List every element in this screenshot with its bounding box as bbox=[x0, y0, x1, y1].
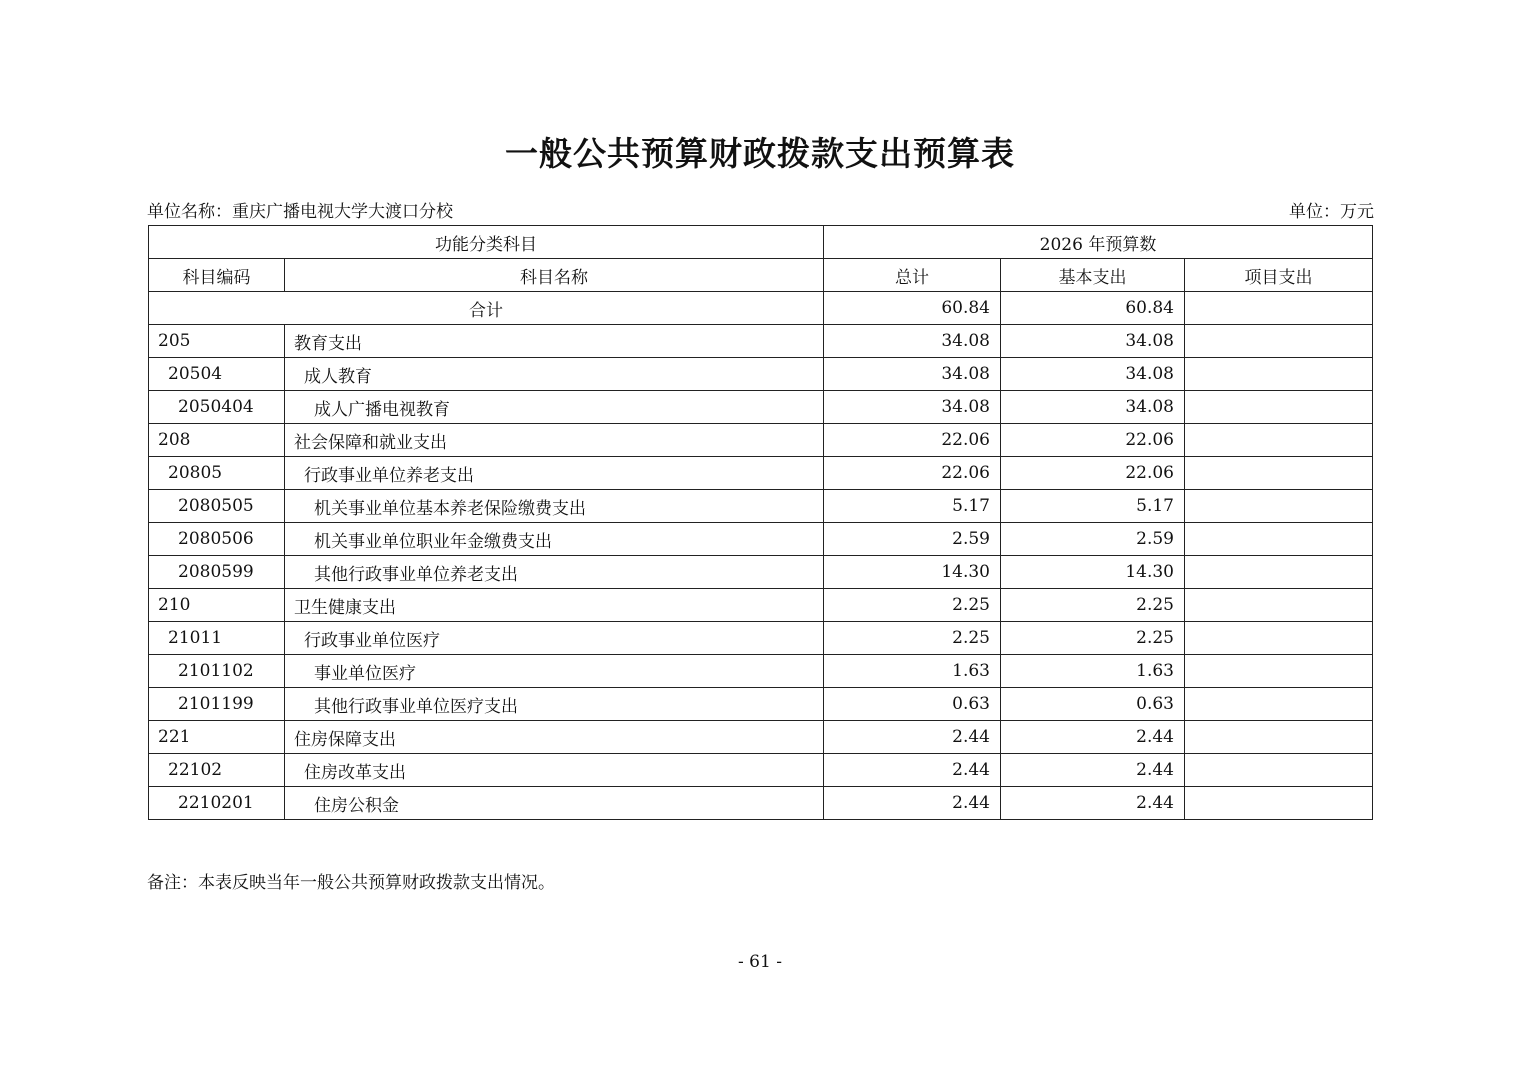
row-code: 22102 bbox=[149, 754, 285, 787]
table-row bbox=[149, 490, 1373, 523]
row-basic: 14.30 bbox=[1001, 556, 1185, 589]
total-label: 合计 bbox=[149, 292, 824, 325]
row-project bbox=[1185, 655, 1373, 688]
table-row bbox=[149, 358, 1373, 391]
row-total: 22.06 bbox=[824, 457, 1001, 490]
row-project bbox=[1185, 622, 1373, 655]
row-project bbox=[1185, 457, 1373, 490]
table-row bbox=[149, 787, 1373, 820]
column-header-total: 总计 bbox=[824, 259, 1001, 292]
row-basic: 22.06 bbox=[1001, 424, 1185, 457]
table-body bbox=[149, 226, 1373, 820]
row-basic: 2.59 bbox=[1001, 523, 1185, 556]
row-basic: 5.17 bbox=[1001, 490, 1185, 523]
row-basic: 22.06 bbox=[1001, 457, 1185, 490]
page-number: - 61 - bbox=[738, 952, 782, 972]
table-row bbox=[149, 688, 1373, 721]
row-basic: 34.08 bbox=[1001, 358, 1185, 391]
table-row bbox=[149, 391, 1373, 424]
row-total: 2.44 bbox=[824, 787, 1001, 820]
row-total: 5.17 bbox=[824, 490, 1001, 523]
row-code: 210 bbox=[149, 589, 285, 622]
row-name: 其他行政事业单位医疗支出 bbox=[285, 688, 824, 721]
table-row bbox=[149, 721, 1373, 754]
row-total: 2.44 bbox=[824, 754, 1001, 787]
row-basic: 34.08 bbox=[1001, 391, 1185, 424]
page-title: 一般公共预算财政拨款支出预算表 bbox=[505, 134, 1015, 173]
group-header-budget-year: 2026 年预算数 bbox=[824, 226, 1373, 259]
row-name: 机关事业单位职业年金缴费支出 bbox=[285, 523, 824, 556]
column-header-row bbox=[149, 259, 1373, 292]
row-code: 221 bbox=[149, 721, 285, 754]
row-code: 2101199 bbox=[149, 688, 285, 721]
row-project bbox=[1185, 556, 1373, 589]
row-project bbox=[1185, 325, 1373, 358]
row-code: 208 bbox=[149, 424, 285, 457]
unit-name-label: 单位名称：重庆广播电视大学大渡口分校 bbox=[147, 202, 453, 222]
table-row bbox=[149, 622, 1373, 655]
table-row bbox=[149, 523, 1373, 556]
row-name: 行政事业单位医疗 bbox=[285, 622, 824, 655]
row-total: 2.59 bbox=[824, 523, 1001, 556]
total-project-value bbox=[1185, 292, 1373, 325]
row-project bbox=[1185, 589, 1373, 622]
row-total: 2.25 bbox=[824, 589, 1001, 622]
row-total: 14.30 bbox=[824, 556, 1001, 589]
table-row bbox=[149, 325, 1373, 358]
row-basic: 0.63 bbox=[1001, 688, 1185, 721]
row-project bbox=[1185, 787, 1373, 820]
row-project bbox=[1185, 424, 1373, 457]
row-code: 20805 bbox=[149, 457, 285, 490]
row-basic: 1.63 bbox=[1001, 655, 1185, 688]
total-basic-value: 60.84 bbox=[1001, 292, 1185, 325]
row-total: 34.08 bbox=[824, 325, 1001, 358]
row-name: 行政事业单位养老支出 bbox=[285, 457, 824, 490]
row-name: 教育支出 bbox=[285, 325, 824, 358]
column-header-name: 科目名称 bbox=[285, 259, 824, 292]
row-code: 2101102 bbox=[149, 655, 285, 688]
row-name: 社会保障和就业支出 bbox=[285, 424, 824, 457]
table-row bbox=[149, 589, 1373, 622]
row-total: 2.44 bbox=[824, 721, 1001, 754]
row-project bbox=[1185, 688, 1373, 721]
row-project bbox=[1185, 358, 1373, 391]
budget-table bbox=[148, 225, 1373, 820]
column-header-basic: 基本支出 bbox=[1001, 259, 1185, 292]
row-name: 住房改革支出 bbox=[285, 754, 824, 787]
row-basic: 2.25 bbox=[1001, 622, 1185, 655]
row-project bbox=[1185, 721, 1373, 754]
row-total: 1.63 bbox=[824, 655, 1001, 688]
row-name: 住房保障支出 bbox=[285, 721, 824, 754]
row-code: 21011 bbox=[149, 622, 285, 655]
table-row bbox=[149, 655, 1373, 688]
row-total: 22.06 bbox=[824, 424, 1001, 457]
total-row bbox=[149, 292, 1373, 325]
row-basic: 2.25 bbox=[1001, 589, 1185, 622]
table-row bbox=[149, 457, 1373, 490]
row-total: 34.08 bbox=[824, 358, 1001, 391]
row-name: 机关事业单位基本养老保险缴费支出 bbox=[285, 490, 824, 523]
row-basic: 2.44 bbox=[1001, 754, 1185, 787]
row-name: 住房公积金 bbox=[285, 787, 824, 820]
row-name: 成人广播电视教育 bbox=[285, 391, 824, 424]
row-total: 2.25 bbox=[824, 622, 1001, 655]
row-basic: 2.44 bbox=[1001, 721, 1185, 754]
table-row bbox=[149, 556, 1373, 589]
row-name: 成人教育 bbox=[285, 358, 824, 391]
row-basic: 2.44 bbox=[1001, 787, 1185, 820]
row-name: 事业单位医疗 bbox=[285, 655, 824, 688]
row-code: 2050404 bbox=[149, 391, 285, 424]
row-project bbox=[1185, 523, 1373, 556]
column-header-project: 项目支出 bbox=[1185, 259, 1373, 292]
footnote: 备注：本表反映当年一般公共预算财政拨款支出情况。 bbox=[147, 873, 555, 893]
row-name: 卫生健康支出 bbox=[285, 589, 824, 622]
row-code: 2080505 bbox=[149, 490, 285, 523]
column-header-code: 科目编码 bbox=[149, 259, 285, 292]
row-project bbox=[1185, 391, 1373, 424]
total-total-value: 60.84 bbox=[824, 292, 1001, 325]
row-code: 2080599 bbox=[149, 556, 285, 589]
row-total: 0.63 bbox=[824, 688, 1001, 721]
row-code: 2080506 bbox=[149, 523, 285, 556]
row-code: 205 bbox=[149, 325, 285, 358]
group-header-row bbox=[149, 226, 1373, 259]
row-name: 其他行政事业单位养老支出 bbox=[285, 556, 824, 589]
table-row bbox=[149, 754, 1373, 787]
row-total: 34.08 bbox=[824, 391, 1001, 424]
row-project bbox=[1185, 490, 1373, 523]
row-code: 20504 bbox=[149, 358, 285, 391]
row-basic: 34.08 bbox=[1001, 325, 1185, 358]
row-project bbox=[1185, 754, 1373, 787]
row-code: 2210201 bbox=[149, 787, 285, 820]
group-header-function-category: 功能分类科目 bbox=[149, 226, 824, 259]
table-row bbox=[149, 424, 1373, 457]
unit-label: 单位：万元 bbox=[1289, 202, 1374, 222]
